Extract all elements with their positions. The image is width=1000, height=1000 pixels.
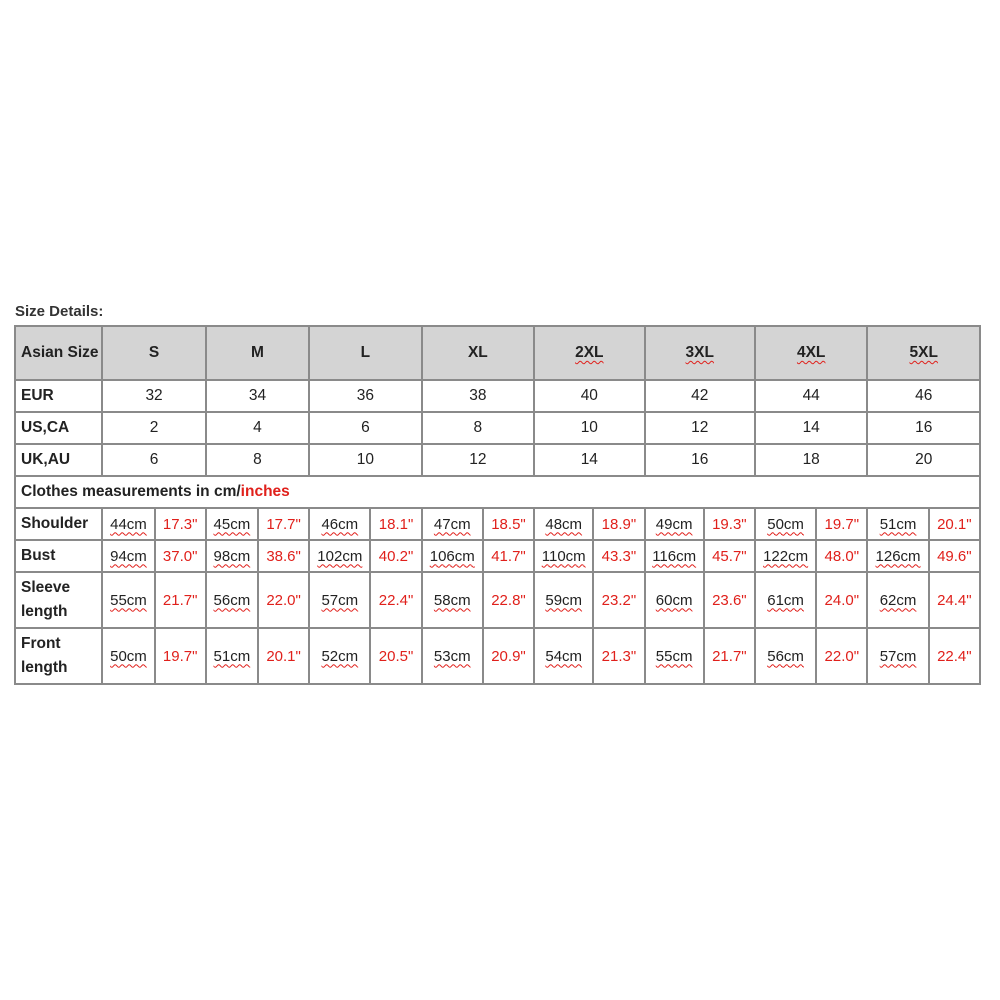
cm-value-cell [867, 628, 928, 684]
size-header-text: 2XL [575, 344, 604, 361]
conversion-value: 2 [102, 412, 205, 444]
size-conversion-row [15, 412, 980, 444]
conversion-value: 42 [645, 380, 755, 412]
cm-value: 51cm [879, 515, 917, 533]
conversion-value: 36 [309, 380, 421, 412]
cm-value-cell [867, 572, 928, 628]
inch-value: 43.3" [593, 540, 644, 572]
cm-value-cell [309, 540, 370, 572]
cm-value-cell [755, 628, 816, 684]
cm-value: 122cm [763, 547, 809, 565]
cm-value: 54cm [545, 647, 583, 665]
size-header-cell: L [309, 326, 421, 380]
inch-value: 22.8" [483, 572, 534, 628]
inch-value: 22.4" [929, 628, 980, 684]
cm-value-cell [309, 508, 370, 540]
cm-value: 55cm [110, 591, 147, 609]
conversion-value: 40 [534, 380, 644, 412]
size-header-text: 3XL [685, 344, 714, 361]
cm-value: 62cm [879, 591, 917, 609]
cm-value: 60cm [655, 591, 693, 609]
conversion-value: 16 [645, 444, 755, 476]
inch-value: 20.5" [370, 628, 421, 684]
cm-value-cell [534, 628, 593, 684]
cm-value: 102cm [317, 547, 363, 565]
section-title-highlight: inches [240, 483, 290, 500]
asian-size-label: Asian Size [15, 326, 102, 380]
inch-value: 18.5" [483, 508, 534, 540]
conversion-value: 10 [309, 444, 421, 476]
inch-value: 19.7" [155, 628, 206, 684]
cm-value: 98cm [213, 547, 251, 565]
measurement-label: Shoulder [15, 508, 102, 540]
size-header-cell: S [102, 326, 205, 380]
cm-value-cell [422, 572, 483, 628]
conversion-value: 8 [206, 444, 309, 476]
cm-value-cell [755, 508, 816, 540]
cm-value-cell [645, 572, 704, 628]
conversion-value: 44 [755, 380, 867, 412]
size-header-cell [755, 326, 867, 380]
conversion-value: 8 [422, 412, 534, 444]
cm-value-cell [102, 540, 154, 572]
cm-value-cell [755, 540, 816, 572]
inch-value: 22.0" [258, 572, 309, 628]
measurement-row [15, 628, 980, 684]
cm-value-cell [422, 540, 483, 572]
inch-value: 45.7" [704, 540, 755, 572]
cm-value: 44cm [110, 515, 147, 533]
cm-value: 45cm [213, 515, 251, 533]
conversion-value: 32 [102, 380, 205, 412]
size-header-row [15, 326, 980, 380]
cm-value: 94cm [110, 547, 147, 565]
cm-value: 110cm [541, 547, 586, 565]
size-conversion-row [15, 380, 980, 412]
inch-value: 37.0" [155, 540, 206, 572]
conversion-value: 12 [422, 444, 534, 476]
cm-value-cell [102, 572, 154, 628]
size-header-cell: XL [422, 326, 534, 380]
cm-value: 46cm [321, 515, 359, 533]
conversion-value: 4 [206, 412, 309, 444]
cm-value-cell [755, 572, 816, 628]
inch-value: 38.6" [258, 540, 309, 572]
measurement-row [15, 540, 980, 572]
cm-value-cell [206, 628, 258, 684]
cm-value: 48cm [545, 515, 583, 533]
inch-value: 22.4" [370, 572, 421, 628]
cm-value: 50cm [110, 647, 147, 665]
size-header-cell [867, 326, 980, 380]
conversion-value: 6 [102, 444, 205, 476]
conversion-value: 38 [422, 380, 534, 412]
cm-value-cell [309, 572, 370, 628]
cm-value-cell [206, 572, 258, 628]
cm-value-cell [422, 508, 483, 540]
cm-value-cell [206, 508, 258, 540]
cm-value: 59cm [545, 591, 583, 609]
conversion-value: 6 [309, 412, 421, 444]
cm-value-cell [422, 628, 483, 684]
conversion-value: 18 [755, 444, 867, 476]
conversion-value: 14 [534, 444, 644, 476]
cm-value: 49cm [655, 515, 693, 533]
measurement-row [15, 572, 980, 628]
inch-value: 18.9" [593, 508, 644, 540]
cm-value: 61cm [767, 591, 804, 609]
cm-value-cell [645, 628, 704, 684]
cm-value: 53cm [433, 647, 471, 665]
size-header-text: 4XL [796, 344, 826, 361]
cm-value-cell [645, 508, 704, 540]
inch-value: 18.1" [370, 508, 421, 540]
inch-value: 17.3" [155, 508, 206, 540]
cm-value: 56cm [767, 647, 804, 665]
inch-value: 19.3" [704, 508, 755, 540]
size-chart-table [14, 325, 981, 685]
inch-value: 22.0" [816, 628, 867, 684]
size-header-cell [534, 326, 644, 380]
cm-value: 116cm [652, 547, 697, 565]
cm-value-cell [645, 540, 704, 572]
inch-value: 49.6" [929, 540, 980, 572]
measurement-label: Front length [15, 628, 102, 684]
inch-value: 20.9" [483, 628, 534, 684]
inch-value: 40.2" [370, 540, 421, 572]
inch-value: 21.7" [704, 628, 755, 684]
cm-value-cell [534, 540, 593, 572]
inch-value: 24.4" [929, 572, 980, 628]
measurement-row [15, 508, 980, 540]
conversion-value: 14 [755, 412, 867, 444]
cm-value: 106cm [429, 547, 475, 565]
cm-value: 55cm [655, 647, 693, 665]
cm-value: 56cm [213, 591, 251, 609]
conversion-label: US,CA [15, 412, 102, 444]
cm-value-cell [206, 540, 258, 572]
conversion-value: 20 [867, 444, 980, 476]
cm-value: 52cm [321, 647, 359, 665]
conversion-value: 10 [534, 412, 644, 444]
size-header-cell: M [206, 326, 309, 380]
inch-value: 19.7" [816, 508, 867, 540]
conversion-value: 34 [206, 380, 309, 412]
cm-value: 57cm [879, 647, 917, 665]
cm-value: 58cm [433, 591, 471, 609]
cm-value-cell [309, 628, 370, 684]
conversion-value: 12 [645, 412, 755, 444]
cm-value-cell [102, 508, 154, 540]
inch-value: 20.1" [258, 628, 309, 684]
cm-value-cell [867, 540, 928, 572]
measurements-section-title [15, 476, 980, 508]
inch-value: 17.7" [258, 508, 309, 540]
size-details-heading: Size Details: [15, 303, 104, 320]
cm-value-cell [534, 572, 593, 628]
cm-value: 126cm [875, 547, 921, 565]
conversion-label: EUR [15, 380, 102, 412]
size-header-text: 5XL [909, 344, 938, 361]
measurement-label: Bust [15, 540, 102, 572]
cm-value: 50cm [767, 515, 804, 533]
cm-value: 51cm [213, 647, 251, 665]
cm-value-cell [102, 628, 154, 684]
size-chart-body [15, 326, 980, 684]
size-conversion-row [15, 444, 980, 476]
inch-value: 20.1" [929, 508, 980, 540]
conversion-value: 46 [867, 380, 980, 412]
inch-value: 23.6" [704, 572, 755, 628]
inch-value: 48.0" [816, 540, 867, 572]
measurements-section-row [15, 476, 980, 508]
inch-value: 41.7" [483, 540, 534, 572]
cm-value: 57cm [321, 591, 359, 609]
cm-value: 47cm [433, 515, 471, 533]
conversion-label: UK,AU [15, 444, 102, 476]
size-header-cell [645, 326, 755, 380]
section-title-prefix: Clothes measurements in cm/ [21, 483, 241, 500]
inch-value: 21.7" [155, 572, 206, 628]
cm-value-cell [534, 508, 593, 540]
inch-value: 24.0" [816, 572, 867, 628]
cm-value-cell [867, 508, 928, 540]
inch-value: 21.3" [593, 628, 644, 684]
conversion-value: 16 [867, 412, 980, 444]
inch-value: 23.2" [593, 572, 644, 628]
measurement-label: Sleeve length [15, 572, 102, 628]
